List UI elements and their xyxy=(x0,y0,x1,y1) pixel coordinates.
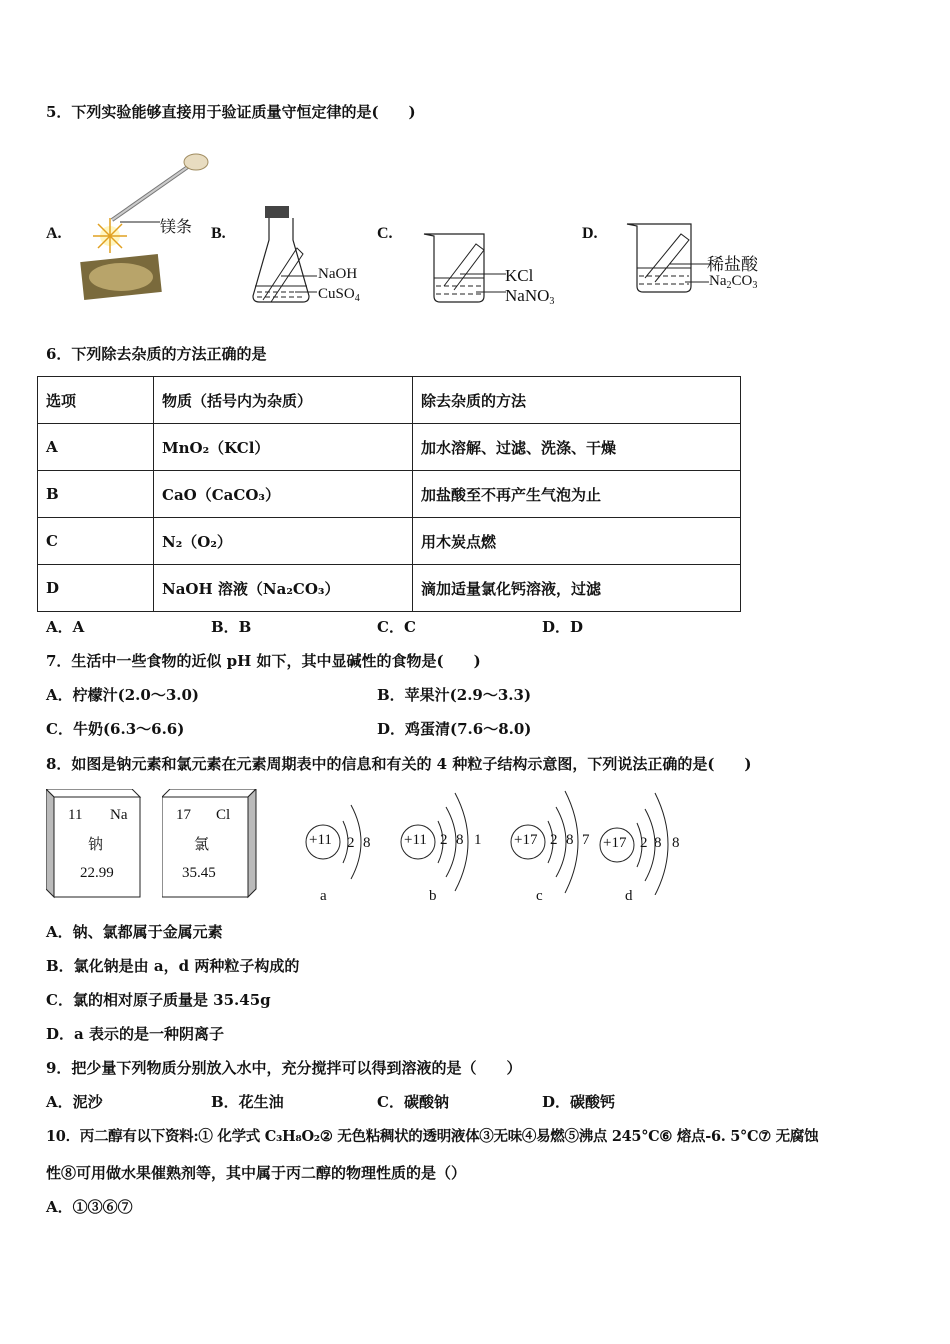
table-row xyxy=(38,518,741,565)
q8-option-b: B．氯化钠是由 a，d 两种粒子构成的 xyxy=(46,957,300,975)
q9-option-c: C．碳酸钠 xyxy=(377,1093,449,1111)
q8-option-a: A．钠、氯都属于金属元素 xyxy=(46,923,223,941)
q5-option-b-key: B. xyxy=(211,225,226,242)
q5-option-d-key: D. xyxy=(582,225,598,242)
cell-method: 加水溶解、过滤、洗涤、干燥 xyxy=(413,424,741,471)
q8-stem: 8．如图是钠元素和氯元素在元素周期表中的信息和有关的 4 种粒子结构示意图，下列说法正确的是( ) xyxy=(46,755,752,773)
chlorine-atomic-number: 17 xyxy=(176,807,191,823)
q7-option-d: D．鸡蛋清(7.6～8.0) xyxy=(377,720,532,738)
particle-b-label: b xyxy=(429,888,437,904)
cell-substance: NaOH 溶液（Na₂CO₃） xyxy=(154,565,413,612)
q5-label-magnesium: 镁条 xyxy=(160,217,193,236)
q10-option-a: A．①③⑥⑦ xyxy=(46,1198,133,1216)
flask-figure xyxy=(245,200,325,306)
particle-b-shell-3: 1 xyxy=(474,832,482,848)
q5-option-a-key: A. xyxy=(46,225,62,242)
particle-c-nucleus: +17 xyxy=(514,832,538,848)
cell-method: 加盐酸至不再产生气泡为止 xyxy=(413,471,741,518)
cell-substance: CaO（CaCO₃） xyxy=(154,471,413,518)
particle-d-shell-1: 2 xyxy=(640,835,648,851)
sodium-name: 钠 xyxy=(88,835,104,853)
q7-option-b: B．苹果汁(2.9～3.3) xyxy=(377,686,532,704)
beaker-d-figure xyxy=(625,220,715,298)
q6-answer-b: B．B xyxy=(211,618,252,636)
table-row xyxy=(38,471,741,518)
particle-d-shell-3: 8 xyxy=(672,835,680,851)
q5-stem: 5．下列实验能够直接用于验证质量守恒定律的是( ) xyxy=(46,103,416,121)
particle-c-shell-3: 7 xyxy=(582,832,590,848)
cell-method: 滴加适量氯化钙溶液，过滤 xyxy=(413,565,741,612)
chlorine-symbol: Cl xyxy=(216,807,231,823)
header-option: 选项 xyxy=(38,377,154,424)
q7-stem: 7．生活中一些食物的近似 pH 如下，其中显碱性的食物是( ) xyxy=(46,652,481,670)
cell-option: D xyxy=(38,565,154,612)
particle-a-nucleus: +11 xyxy=(309,832,332,848)
chlorine-mass: 35.45 xyxy=(182,865,216,881)
particle-a-label: a xyxy=(320,888,327,904)
q5-label-kcl: KCl xyxy=(505,266,534,285)
q10-stem-line-2: 性⑧可用做水果催熟剂等，其中属于丙二醇的物理性质的是（） xyxy=(46,1164,467,1182)
q6-stem: 6．下列除去杂质的方法正确的是 xyxy=(46,345,267,363)
cell-substance: N₂（O₂） xyxy=(154,518,413,565)
sodium-symbol: Na xyxy=(110,807,128,823)
table-row xyxy=(38,565,741,612)
table-header-row xyxy=(38,377,741,424)
particle-b-nucleus: +11 xyxy=(404,832,427,848)
particle-d-label: d xyxy=(625,888,633,904)
particle-a-shell-1: 2 xyxy=(347,835,355,851)
beaker-c-figure xyxy=(420,226,510,306)
q7-option-a: A．柠檬汁(2.0～3.0) xyxy=(46,686,200,704)
particle-b-shell-1: 2 xyxy=(440,832,448,848)
particle-b-shell-2: 8 xyxy=(456,832,464,848)
sodium-mass: 22.99 xyxy=(80,865,114,881)
sodium-atomic-number: 11 xyxy=(68,807,83,823)
element-card-chlorine xyxy=(162,789,256,897)
q7-option-c: C．牛奶(6.3～6.6) xyxy=(46,720,185,738)
table-row xyxy=(38,424,741,471)
q6-answer-c: C．C xyxy=(377,618,416,636)
cell-substance: MnO₂（KCl） xyxy=(154,424,413,471)
header-method: 除去杂质的方法 xyxy=(413,377,741,424)
q5-label-naoh: NaOH xyxy=(318,266,358,282)
q9-option-a: A．泥沙 xyxy=(46,1093,103,1111)
q5-option-c-key: C. xyxy=(377,225,393,242)
particle-structure-diagrams xyxy=(295,785,695,895)
particle-d-shell-2: 8 xyxy=(654,835,662,851)
q8-option-c: C．氯的相对原子质量是 35.45g xyxy=(46,991,271,1009)
particle-c-shell-2: 8 xyxy=(566,832,574,848)
q8-option-d: D．a 表示的是一种阴离子 xyxy=(46,1025,224,1043)
q6-answer-a: A．A xyxy=(46,618,85,636)
q9-stem: 9．把少量下列物质分别放入水中，充分搅拌可以得到溶液的是（ ） xyxy=(46,1059,522,1077)
particle-a-shell-2: 8 xyxy=(363,835,371,851)
q6-answer-d: D．D xyxy=(542,618,584,636)
cell-option: B xyxy=(38,471,154,518)
element-card-sodium xyxy=(46,789,140,897)
particle-d-nucleus: +17 xyxy=(603,835,627,851)
impurity-table xyxy=(37,376,741,612)
particle-c-shell-1: 2 xyxy=(550,832,558,848)
cell-option: A xyxy=(38,424,154,471)
q9-option-d: D．碳酸钙 xyxy=(542,1093,616,1111)
header-substance: 物质（括号内为杂质） xyxy=(154,377,413,424)
cell-option: C xyxy=(38,518,154,565)
particle-c-label: c xyxy=(536,888,543,904)
q5-label-na2co3: $Na_2CO_3$ xyxy=(709,273,758,291)
chlorine-name: 氯 xyxy=(194,835,210,853)
q5-label-cuso4: CuSO$_4$ xyxy=(318,286,360,304)
q9-option-b: B．花生油 xyxy=(211,1093,284,1111)
cell-method: 用木炭点燃 xyxy=(413,518,741,565)
q5-label-nano3: NaNO$_3$ xyxy=(505,286,555,307)
q10-stem-line-1: 10．丙二醇有以下资料:① 化学式 C₃H₈O₂② 无色粘稠状的透明液体③无味④易燃⑤沸点 245°C⑥ 熔点-6. 5°C⑦ 无腐蚀 xyxy=(46,1128,819,1145)
q5-label-dilute-hcl: 稀盐酸 xyxy=(707,255,758,275)
